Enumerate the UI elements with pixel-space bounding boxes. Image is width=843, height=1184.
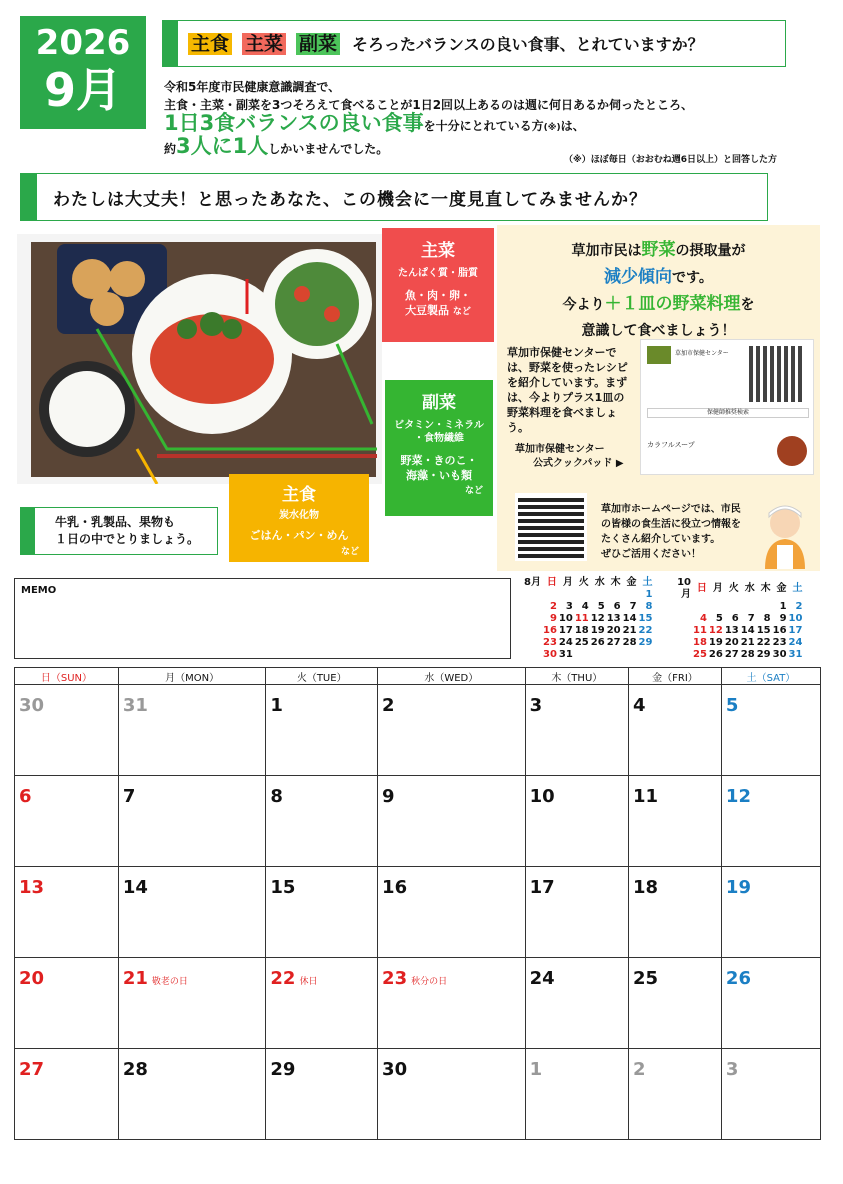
mini-day: 23 <box>772 637 787 648</box>
calendar-day-cell[interactable] <box>629 867 722 958</box>
intro-line-3-end: は、 <box>560 119 585 133</box>
calendar-day-cell[interactable] <box>118 776 266 867</box>
day-number: 4 <box>633 695 646 716</box>
shusai-items-2-text: 大豆製品 <box>405 304 450 317</box>
mini-day <box>590 649 606 661</box>
mini-day: 8 <box>645 601 653 612</box>
mini-day: 21 <box>740 637 755 648</box>
meal-illustration <box>17 234 382 484</box>
mini-day: 12 <box>590 613 605 624</box>
intro-line-4-rest: しかいませんでした。 <box>268 142 389 156</box>
calendar-day-cell[interactable] <box>378 867 526 958</box>
cookpad-qr-code <box>749 346 805 402</box>
day-number: 31 <box>122 695 148 716</box>
mini-day: 10 <box>788 613 803 624</box>
veg-body-text: 草加市保健センターでは、野菜を使ったレシピを紹介しています。まずは、今よりプラス1皿の野菜料理を食べましょう。 <box>507 346 628 434</box>
mini-day <box>606 589 622 601</box>
day-number: 16 <box>382 877 408 898</box>
mini-day: 1 <box>779 601 787 612</box>
shusai-label <box>382 228 494 342</box>
mini-day: 23 <box>543 637 557 648</box>
shushoku-label <box>229 474 369 562</box>
veg-line-1a: 草加市民は <box>571 243 642 259</box>
calendar-day-cell[interactable] <box>721 1049 820 1140</box>
day-number: 2 <box>382 695 395 716</box>
mini-day: 3 <box>565 601 573 612</box>
calendar-day-cell[interactable] <box>525 867 628 958</box>
mini-day: 21 <box>622 625 637 636</box>
mini-day: 2 <box>549 601 557 612</box>
calendar-day-cell[interactable] <box>118 685 266 776</box>
day-number: 6 <box>19 786 32 807</box>
intro-highlight-2: 3人に1人 <box>176 134 269 158</box>
mini-day <box>708 601 724 613</box>
day-number: 1 <box>529 1059 543 1080</box>
mini-weekday: 月 <box>712 583 723 594</box>
calendar-day-cell[interactable] <box>118 1049 266 1140</box>
mini-day: 19 <box>708 637 723 648</box>
mini-day <box>574 649 590 661</box>
mini-weekday: 火 <box>728 583 739 594</box>
mini-day: 30 <box>543 649 557 660</box>
mini-day: 20 <box>606 625 621 636</box>
intro-line-3-rest: を十分にとれている方 <box>423 119 544 133</box>
screen-search: 保健師推奨検索 <box>647 408 809 418</box>
mini-day: 4 <box>699 613 707 624</box>
mini-day: 17 <box>788 625 803 636</box>
mini-day <box>590 589 606 601</box>
mini-day <box>692 601 708 613</box>
dairy-note <box>45 514 199 548</box>
calendar-day-cell[interactable] <box>629 776 722 867</box>
calendar-day-cell[interactable] <box>118 958 266 1049</box>
weekday-header: 火（TUE） <box>266 668 378 685</box>
mini-day <box>574 589 590 601</box>
mini-day: 8 <box>763 613 771 624</box>
mini-day: 18 <box>574 625 589 636</box>
day-number: 27 <box>19 1059 45 1080</box>
day-number: 29 <box>270 1059 296 1080</box>
day-number: 12 <box>725 786 751 807</box>
day-number: 21 <box>122 968 148 989</box>
mini-day <box>542 589 558 601</box>
fukusai-sub-2: ・食物繊維 <box>414 433 464 444</box>
mini-weekday: 土 <box>642 577 653 588</box>
title-accent-bar <box>163 21 178 66</box>
mini-day: 6 <box>731 613 739 624</box>
mini-day: 11 <box>693 625 707 636</box>
question-text: わたしは大丈夫！と思ったあなた、この機会に一度見直してみませんか？ <box>53 189 647 210</box>
mini-day: 15 <box>756 625 771 636</box>
fukusai-items-2: 海藻・いも類 <box>406 469 472 482</box>
day-number: 22 <box>270 968 296 989</box>
day-number: 28 <box>122 1059 148 1080</box>
day-number: 9 <box>382 786 395 807</box>
mini-day: 27 <box>724 649 739 660</box>
calendar-day-cell[interactable] <box>525 776 628 867</box>
veg-line-3c: を <box>740 297 755 313</box>
weekday-header: 木（THU） <box>525 668 628 685</box>
mini-day: 24 <box>788 637 803 648</box>
calendar-day-cell[interactable] <box>266 1049 378 1140</box>
mini-day: 9 <box>779 613 787 624</box>
day-number: 15 <box>270 877 296 898</box>
calendar-day-cell[interactable] <box>629 1049 722 1140</box>
calendar-day-cell[interactable] <box>15 867 119 958</box>
weekday-header: 日（SUN） <box>15 668 119 685</box>
mini-day <box>606 649 622 661</box>
mini-day: 24 <box>558 637 573 648</box>
day-number: 10 <box>529 786 555 807</box>
hp-line-3: たくさん紹介しています。 <box>601 534 721 545</box>
dairy-line-1: 牛乳・乳製品、果物も <box>55 515 176 529</box>
weekday-header: 水（WED） <box>378 668 526 685</box>
intro-line-1: 令和5年度市民健康意識調査で、 <box>164 80 341 94</box>
question-accent-bar <box>21 174 37 220</box>
calendar-day-cell[interactable] <box>15 958 119 1049</box>
mini-day <box>756 601 772 613</box>
cookpad-link[interactable] <box>515 443 624 471</box>
page-title: そろったバランスの良い食事、とれていますか？ <box>352 35 704 54</box>
vegetable-headline <box>497 237 820 344</box>
screen-title: 草加市保健センター <box>675 350 729 357</box>
day-number: 11 <box>633 786 659 807</box>
calendar-day-cell[interactable] <box>15 1049 119 1140</box>
day-number: 8 <box>270 786 283 807</box>
footnote: （※）ほぼ毎日（おおむね週6日以上）と回答した方 <box>564 155 778 165</box>
calendar-day-cell[interactable] <box>629 685 722 776</box>
mini-month-label: 8月 <box>524 577 541 588</box>
hp-line-1: 草加市ホームページでは、市民 <box>601 504 741 515</box>
day-number: 30 <box>382 1059 408 1080</box>
meal-photo <box>17 234 382 484</box>
shusai-items-2 <box>382 304 494 319</box>
mini-calendar-august <box>520 577 653 661</box>
mini-day: 20 <box>724 637 739 648</box>
hp-line-2: の皆様の食生活に役立つ情報を <box>601 519 741 530</box>
mini-day: 25 <box>693 649 707 660</box>
mini-day <box>724 601 740 613</box>
cookpad-line-1: 草加市保健センター <box>515 444 605 455</box>
day-number: 7 <box>122 786 136 807</box>
fukusai-items-1: 野菜・きのこ・ <box>400 454 478 467</box>
veg-line-2b: です。 <box>672 270 713 286</box>
fukusai-title: 副菜 <box>422 393 456 413</box>
day-number: 23 <box>382 968 408 989</box>
day-number: 25 <box>633 968 659 989</box>
mini-day: 9 <box>549 613 557 624</box>
mini-weekday: 金 <box>626 577 637 588</box>
calendar-day-cell[interactable] <box>525 685 628 776</box>
mini-day: 22 <box>638 625 653 636</box>
mini-day: 26 <box>590 637 605 648</box>
fukusai-nado: など <box>464 486 483 496</box>
calendar-day-cell[interactable] <box>118 867 266 958</box>
cookpad-screenshot <box>640 339 814 475</box>
mini-weekday: 日 <box>546 577 557 588</box>
intro-line-4-pre: 約 <box>164 142 177 156</box>
mini-day: 26 <box>708 649 723 660</box>
mini-day <box>622 589 638 601</box>
day-number: 30 <box>19 695 45 716</box>
tag-shusai: 主菜 <box>242 33 286 55</box>
day-number: 18 <box>633 877 659 898</box>
veg-line-2: 減少傾向 <box>604 267 673 287</box>
mini-calendar-october-table <box>670 577 803 661</box>
mini-month-label: 10月 <box>677 577 691 600</box>
dairy-note-box <box>20 507 218 555</box>
day-number: 14 <box>122 877 148 898</box>
mini-weekday: 火 <box>578 577 589 588</box>
mini-day: 13 <box>606 613 621 624</box>
mini-weekday: 水 <box>744 583 755 594</box>
day-number: 3 <box>529 695 543 716</box>
day-number: 2 <box>633 1059 646 1080</box>
mini-day: 6 <box>613 601 621 612</box>
screen-recipe: カラフルスープ <box>647 441 695 449</box>
mini-day: 28 <box>622 637 637 648</box>
calendar-day-cell[interactable] <box>15 776 119 867</box>
day-number: 26 <box>725 968 751 989</box>
calendar-day-cell[interactable] <box>721 685 820 776</box>
title-box <box>162 20 786 67</box>
day-number: 1 <box>270 695 283 716</box>
mini-day <box>740 601 756 613</box>
mini-day: 2 <box>795 601 803 612</box>
memo-label: MEMO <box>21 585 57 596</box>
weekday-header: 土（SAT） <box>721 668 820 685</box>
nutritionist-illustration <box>755 501 815 569</box>
mini-day: 27 <box>606 637 621 648</box>
day-number: 13 <box>19 877 45 898</box>
mini-day <box>558 589 574 601</box>
tag-fukusai: 副菜 <box>296 33 340 55</box>
calendar-day-cell[interactable] <box>378 776 526 867</box>
day-number: 5 <box>725 695 739 716</box>
mini-day: 29 <box>756 649 771 660</box>
mini-day: 28 <box>740 649 755 660</box>
shusai-title: 主菜 <box>421 241 455 261</box>
vegetable-panel <box>497 225 820 571</box>
cookpad-line-2: 公式クックパッド ▶ <box>533 458 624 469</box>
mini-day: 14 <box>740 625 755 636</box>
mini-weekday: 土 <box>792 583 803 594</box>
fukusai-sub-1: ビタミン・ミネラル <box>394 420 484 431</box>
mini-weekday: 金 <box>776 583 787 594</box>
mini-day <box>622 649 638 661</box>
day-number: 24 <box>529 968 555 989</box>
mini-day: 13 <box>724 625 739 636</box>
shushoku-title: 主食 <box>282 485 316 505</box>
mini-calendar-august-table <box>520 577 653 661</box>
calendar-day-cell[interactable] <box>525 1049 628 1140</box>
mini-day: 1 <box>645 589 653 600</box>
mini-day: 25 <box>574 637 589 648</box>
calendar-day-cell[interactable] <box>721 776 820 867</box>
shushoku-nado: など <box>340 547 359 557</box>
weekday-header: 月（MON） <box>118 668 266 685</box>
mini-day: 19 <box>590 625 605 636</box>
veg-line-1b: 野菜 <box>641 240 676 260</box>
mini-day: 30 <box>772 649 787 660</box>
mini-day: 7 <box>747 613 755 624</box>
month: 9月 <box>43 63 122 117</box>
calendar-day-cell[interactable] <box>266 685 378 776</box>
mini-day: 31 <box>788 649 803 660</box>
shusai-nado: など <box>452 307 471 317</box>
intro-text <box>164 78 693 158</box>
calendar-day-cell[interactable] <box>266 867 378 958</box>
cookpad-logo <box>647 346 671 364</box>
mini-weekday: 月 <box>562 577 573 588</box>
veg-line-3b: ＋１皿の野菜料理 <box>604 294 741 314</box>
day-number: 3 <box>725 1059 739 1080</box>
mini-day: 29 <box>638 637 653 648</box>
calendar-day-cell[interactable] <box>629 958 722 1049</box>
main-calendar <box>14 667 821 1140</box>
mini-day: 31 <box>558 649 573 660</box>
calendar-day-cell[interactable] <box>378 1049 526 1140</box>
mini-day: 12 <box>708 625 723 636</box>
intro-highlight-1: 1日3食バランスの良い食事 <box>164 111 424 135</box>
mini-day: 7 <box>629 601 637 612</box>
calendar-day-cell[interactable] <box>378 685 526 776</box>
memo-area[interactable] <box>14 578 511 659</box>
mini-weekday: 水 <box>594 577 605 588</box>
holiday-label: 秋分の日 <box>411 977 448 987</box>
year: 2026 <box>35 23 131 63</box>
mini-weekday: 木 <box>610 577 621 588</box>
shusai-sub: たんぱく質・脂質 <box>398 268 478 279</box>
calendar-day-cell[interactable] <box>378 958 526 1049</box>
shusai-items-1: 魚・肉・卵・ <box>405 289 471 302</box>
dairy-accent-bar <box>21 508 35 554</box>
day-number: 20 <box>19 968 45 989</box>
intro-line-2: 主食・主菜・副菜を3つそろえて食べることが1日2回以上あるのは週に何日あるか伺ったところ、 <box>164 98 694 112</box>
mini-day: 16 <box>543 625 557 636</box>
mini-day: 4 <box>581 601 589 612</box>
mini-day: 14 <box>622 613 637 624</box>
date-box <box>20 16 146 129</box>
veg-line-1c: の摂取量が <box>675 243 746 259</box>
shushoku-sub: 炭水化物 <box>279 510 319 521</box>
mini-day: 11 <box>574 613 589 624</box>
veg-line-3a: 今より <box>562 297 605 313</box>
mini-day: 22 <box>756 637 771 648</box>
mini-day: 5 <box>597 601 605 612</box>
calendar-day-cell[interactable] <box>15 685 119 776</box>
mini-day: 15 <box>638 613 653 624</box>
recipe-thumbnail <box>777 436 807 466</box>
intro-mark: (※) <box>543 123 561 133</box>
veg-line-4: 意識して食べましょう！ <box>581 323 736 339</box>
homepage-text <box>601 502 741 562</box>
mini-day: 5 <box>715 613 723 624</box>
shushoku-items: ごはん・パン・めん <box>249 529 349 542</box>
calendar-day-cell[interactable] <box>721 867 820 958</box>
day-number: 17 <box>529 877 555 898</box>
holiday-label: 休日 <box>299 977 318 987</box>
mini-day: 17 <box>558 625 573 636</box>
mini-weekday: 日 <box>696 583 707 594</box>
tag-shushoku: 主食 <box>188 33 232 55</box>
calendar-day-cell[interactable] <box>266 776 378 867</box>
dairy-line-2: １日の中でとりましょう。 <box>55 532 200 546</box>
mini-calendar-october <box>670 577 803 661</box>
mini-day <box>638 649 654 661</box>
holiday-label: 敬老の日 <box>151 977 188 987</box>
mini-day: 16 <box>772 625 787 636</box>
fukusai-label <box>385 380 493 516</box>
calendar-day-cell[interactable] <box>721 958 820 1049</box>
day-number: 19 <box>725 877 751 898</box>
calendar-day-cell[interactable] <box>266 958 378 1049</box>
calendar-day-cell[interactable] <box>525 958 628 1049</box>
mini-day: 10 <box>558 613 573 624</box>
question-box <box>20 173 768 221</box>
hp-line-4: ぜひご活用ください！ <box>601 549 701 560</box>
weekday-header: 金（FRI） <box>629 668 722 685</box>
mini-weekday: 木 <box>760 583 771 594</box>
homepage-qr-code <box>515 493 587 561</box>
mini-day: 18 <box>693 637 707 648</box>
